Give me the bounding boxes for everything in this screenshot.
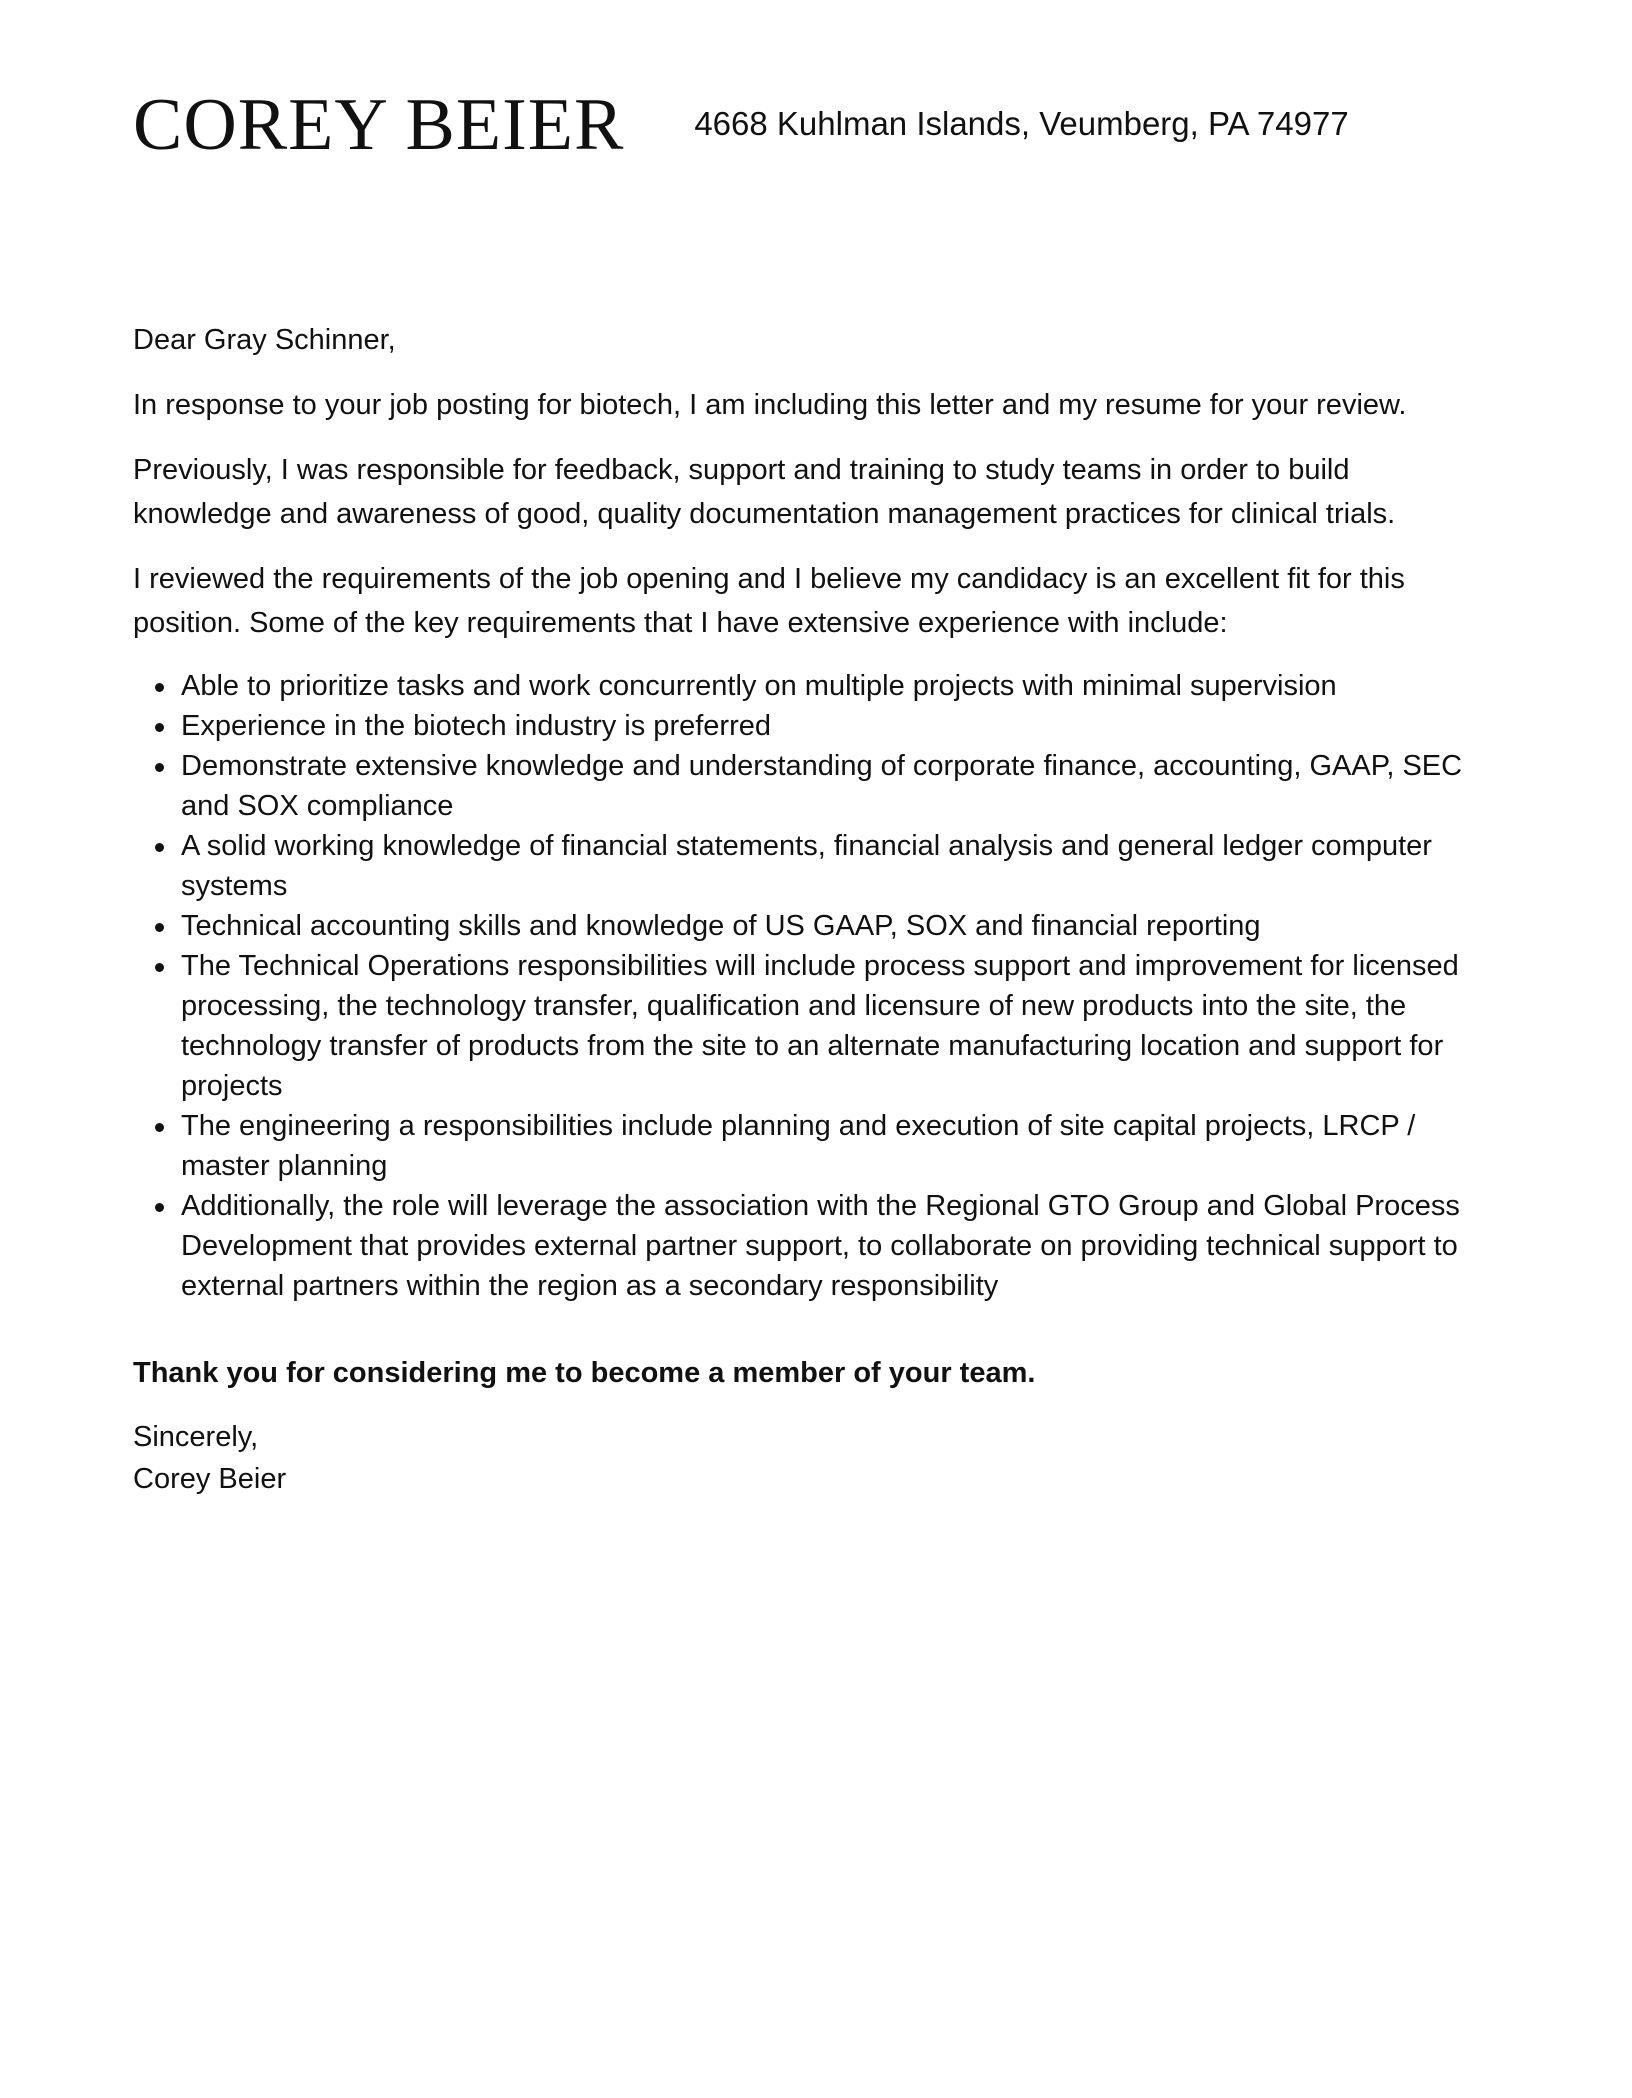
list-item (181, 946, 1493, 1106)
intro-paragraph: In response to your job posting for biotech, I am including this letter and my resume for your review. (133, 389, 1407, 421)
list-item (181, 826, 1493, 906)
list-item-text: Experience in the biotech industry is preferred (181, 710, 771, 742)
closing: Sincerely, (133, 1421, 259, 1453)
list-item-text: Additionally, the role will leverage the association with the Regional GTO Group and Global Process Development that provides external partner support, to collaborate on providing technical support to external partners within the region as a secondary responsibility (181, 1190, 1460, 1302)
list-item (181, 666, 1493, 706)
bullet-icon (155, 1203, 164, 1212)
applicant-address: 4668 Kuhlman Islands, Veumberg, PA 74977 (694, 105, 1349, 142)
experience-paragraph: Previously, I was responsible for feedback, support and training to study teams in order to build knowledge and awareness of good, quality documentation management practices for clinical trials. (133, 454, 1396, 530)
signature-name: Corey Beier (133, 1463, 287, 1495)
list-item-text: A solid working knowledge of financial statements, financial analysis and general ledger computer systems (181, 830, 1432, 902)
requirements-list (133, 666, 1493, 1306)
bullet-icon (155, 923, 164, 932)
bullet-icon (155, 1123, 164, 1132)
letter-header (133, 84, 1349, 166)
list-item-text: The Technical Operations responsibilities will include process support and improvement for licensed processing, the technology transfer, qualification and licensure of new products into the site, the technology transfer of products from the site to an alternate manufacturing location and support for projects (181, 950, 1459, 1102)
bullet-icon (155, 763, 164, 772)
letter-body (133, 318, 1493, 1500)
salutation: Dear Gray Schinner, (133, 324, 396, 356)
bullet-icon (155, 723, 164, 732)
bullet-icon (155, 683, 164, 692)
list-item (181, 746, 1493, 826)
list-item-text: The engineering a responsibilities include planning and execution of site capital projects, LRCP / master planning (181, 1110, 1416, 1182)
requirements-intro-paragraph: I reviewed the requirements of the job opening and I believe my candidacy is an excellent fit for this position. Some of the key requirements that I have extensive experience with include: (133, 563, 1405, 639)
list-item (181, 706, 1493, 746)
list-item (181, 906, 1493, 946)
applicant-name: COREY BEIER (133, 84, 625, 166)
thank-you-line: Thank you for considering me to become a member of your team. (133, 1357, 1036, 1389)
bullet-icon (155, 843, 164, 852)
list-item-text: Technical accounting skills and knowledge of US GAAP, SOX and financial reporting (181, 910, 1261, 942)
list-item-text: Able to prioritize tasks and work concurrently on multiple projects with minimal supervision (181, 670, 1337, 702)
list-item (181, 1106, 1493, 1186)
list-item-text: Demonstrate extensive knowledge and understanding of corporate finance, accounting, GAAP, SEC and SOX compliance (181, 750, 1463, 822)
list-item (181, 1186, 1493, 1306)
bullet-icon (155, 963, 164, 972)
